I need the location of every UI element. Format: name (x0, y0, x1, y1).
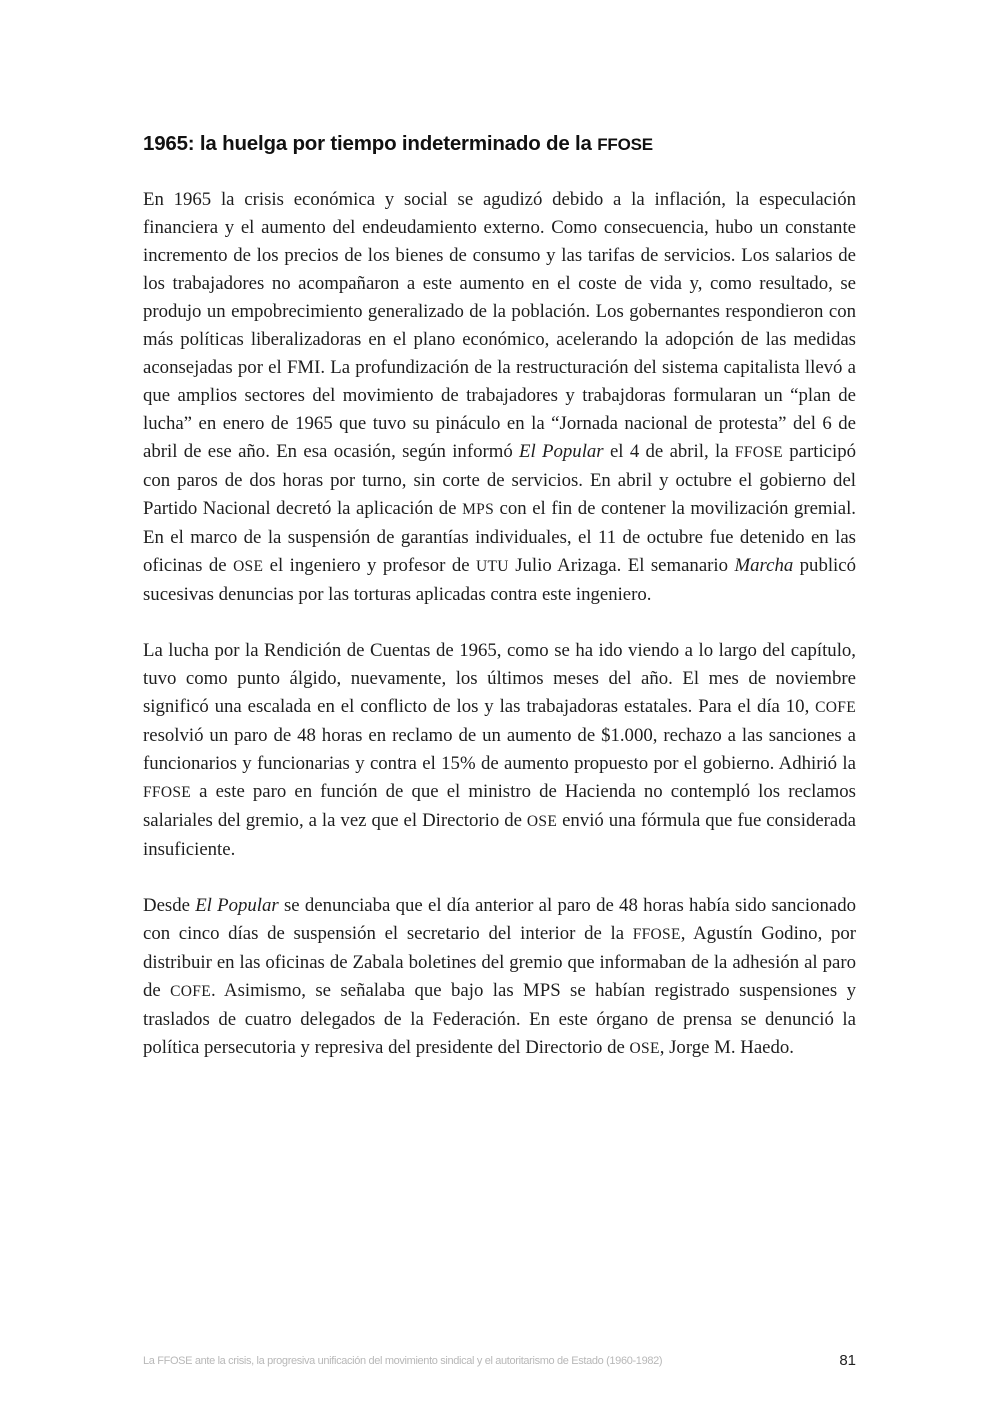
text-run: el ingeniero y profesor de (263, 555, 477, 576)
text-run: con el fin de contener la movilización gremial. En el marco de la suspensión de garantías individuales, el 11 de octubre fue detenido en las oficinas de (143, 498, 856, 576)
text-run: , Agustín Godino, por distribuir en las oficinas de Zabala boletines del gremio que informaban de la adhesión al paro de (143, 923, 856, 1001)
page-number: 81 (839, 1352, 856, 1369)
newspaper-title: El Popular (195, 895, 279, 916)
acronym: OSE (233, 558, 264, 575)
text-run: participó con paros de dos horas por turno, sin corte de servicios. En abril y octubre el gobierno del Partido Nacional decretó la aplicación de (143, 441, 856, 519)
acronym: OSE (526, 813, 558, 830)
section-heading (143, 131, 858, 158)
acronym: OSE (629, 1040, 660, 1057)
paragraph-1 (143, 186, 856, 609)
acronym: FFOSE (632, 926, 681, 943)
running-footer-title: La FFOSE ante la crisis, la progresiva unificación del movimiento sindical y el autoritarismo de Estado (1960-1982) (143, 1355, 663, 1367)
body-text (143, 186, 856, 1091)
text-run: La lucha por la Rendición de Cuentas de 1965, como se ha ido viendo a lo largo del capítulo, tuvo como punto álgido, nuevamente, los últimos meses del año. El mes de noviembre significó una escalada en el conflicto de los y las trabajadoras estatales. Para el día 10, (143, 640, 856, 717)
text-run: el 4 de abril, la (603, 441, 735, 462)
section-heading-text: 1965: la huelga por tiempo indeterminado de la (143, 132, 598, 155)
text-run: publicó sucesivas denuncias por las torturas aplicadas contra este ingeniero. (143, 555, 857, 605)
text-run: . Asimismo, se señalaba que bajo las MPS se habían registrado suspensiones y traslados de cuatro delegados de la Federación. En este órgano de prensa se denunció la política persecutoria y represiva del presidente del Directorio de (143, 980, 856, 1058)
acronym: FFOSE (143, 784, 192, 801)
acronym: COFE (815, 699, 856, 716)
text-run: se denunciaba que el día anterior al paro de 48 horas había sido sancionado con cinco días de suspensión el secretario del interior de la (143, 895, 856, 944)
text-run: , Jorge M. Haedo. (659, 1037, 794, 1058)
text-run: Julio Arizaga. El semanario (508, 555, 735, 576)
newspaper-title: El Popular (519, 441, 604, 462)
text-run: a este paro en función de que el ministro de Hacienda no contempló los reclamos salariales del gremio, a la vez que el Directorio de (143, 781, 856, 831)
paragraph-3 (143, 892, 856, 1063)
text-run: Desde (143, 895, 196, 916)
acronym: MPS (462, 501, 494, 518)
text-run: En 1965 la crisis económica y social se agudizó debido a la inflación, la especulación financiera y el aumento del endeudamiento externo. Como consecuencia, hubo un constante incremento de los precios de los bienes de consumo y las tarifas de servicios. Los salarios de los trabajadores no acompañaron a este aumento en el coste de vida y, como resultado, se produjo un empobrecimiento generalizado de la población. Los gobernantes respondieron con más políticas liberalizadoras en el plano económico, acelerando la adopción de las medidas aconsejadas por el FMI. La profundización de la restructuración del sistema capitalista llevó a que amplios sectores del movimiento de trabajadores y trabajdoras formularan un “plan de lucha” en enero de 1965 que tuvo su pináculo en la “Jornada nacional de protesta” del 6 de abril de ese año. En esa ocasión, según informó (143, 189, 856, 462)
acronym: UTU (476, 558, 509, 575)
acronym: COFE (170, 983, 211, 1000)
section-heading-org: FFOSE (597, 135, 653, 154)
text-run: envió una fórmula que fue considerada insuficiente. (143, 810, 856, 860)
newspaper-title: Marcha (734, 555, 794, 576)
acronym: FFOSE (734, 444, 783, 461)
paragraph-2 (143, 637, 856, 864)
text-run: resolvió un paro de 48 horas en reclamo de un aumento de $1.000, rechazo a las sanciones a funcionarios y funcionarias y contra el 15% de aumento propuesto por el gobierno. Adhirió la (143, 725, 856, 774)
